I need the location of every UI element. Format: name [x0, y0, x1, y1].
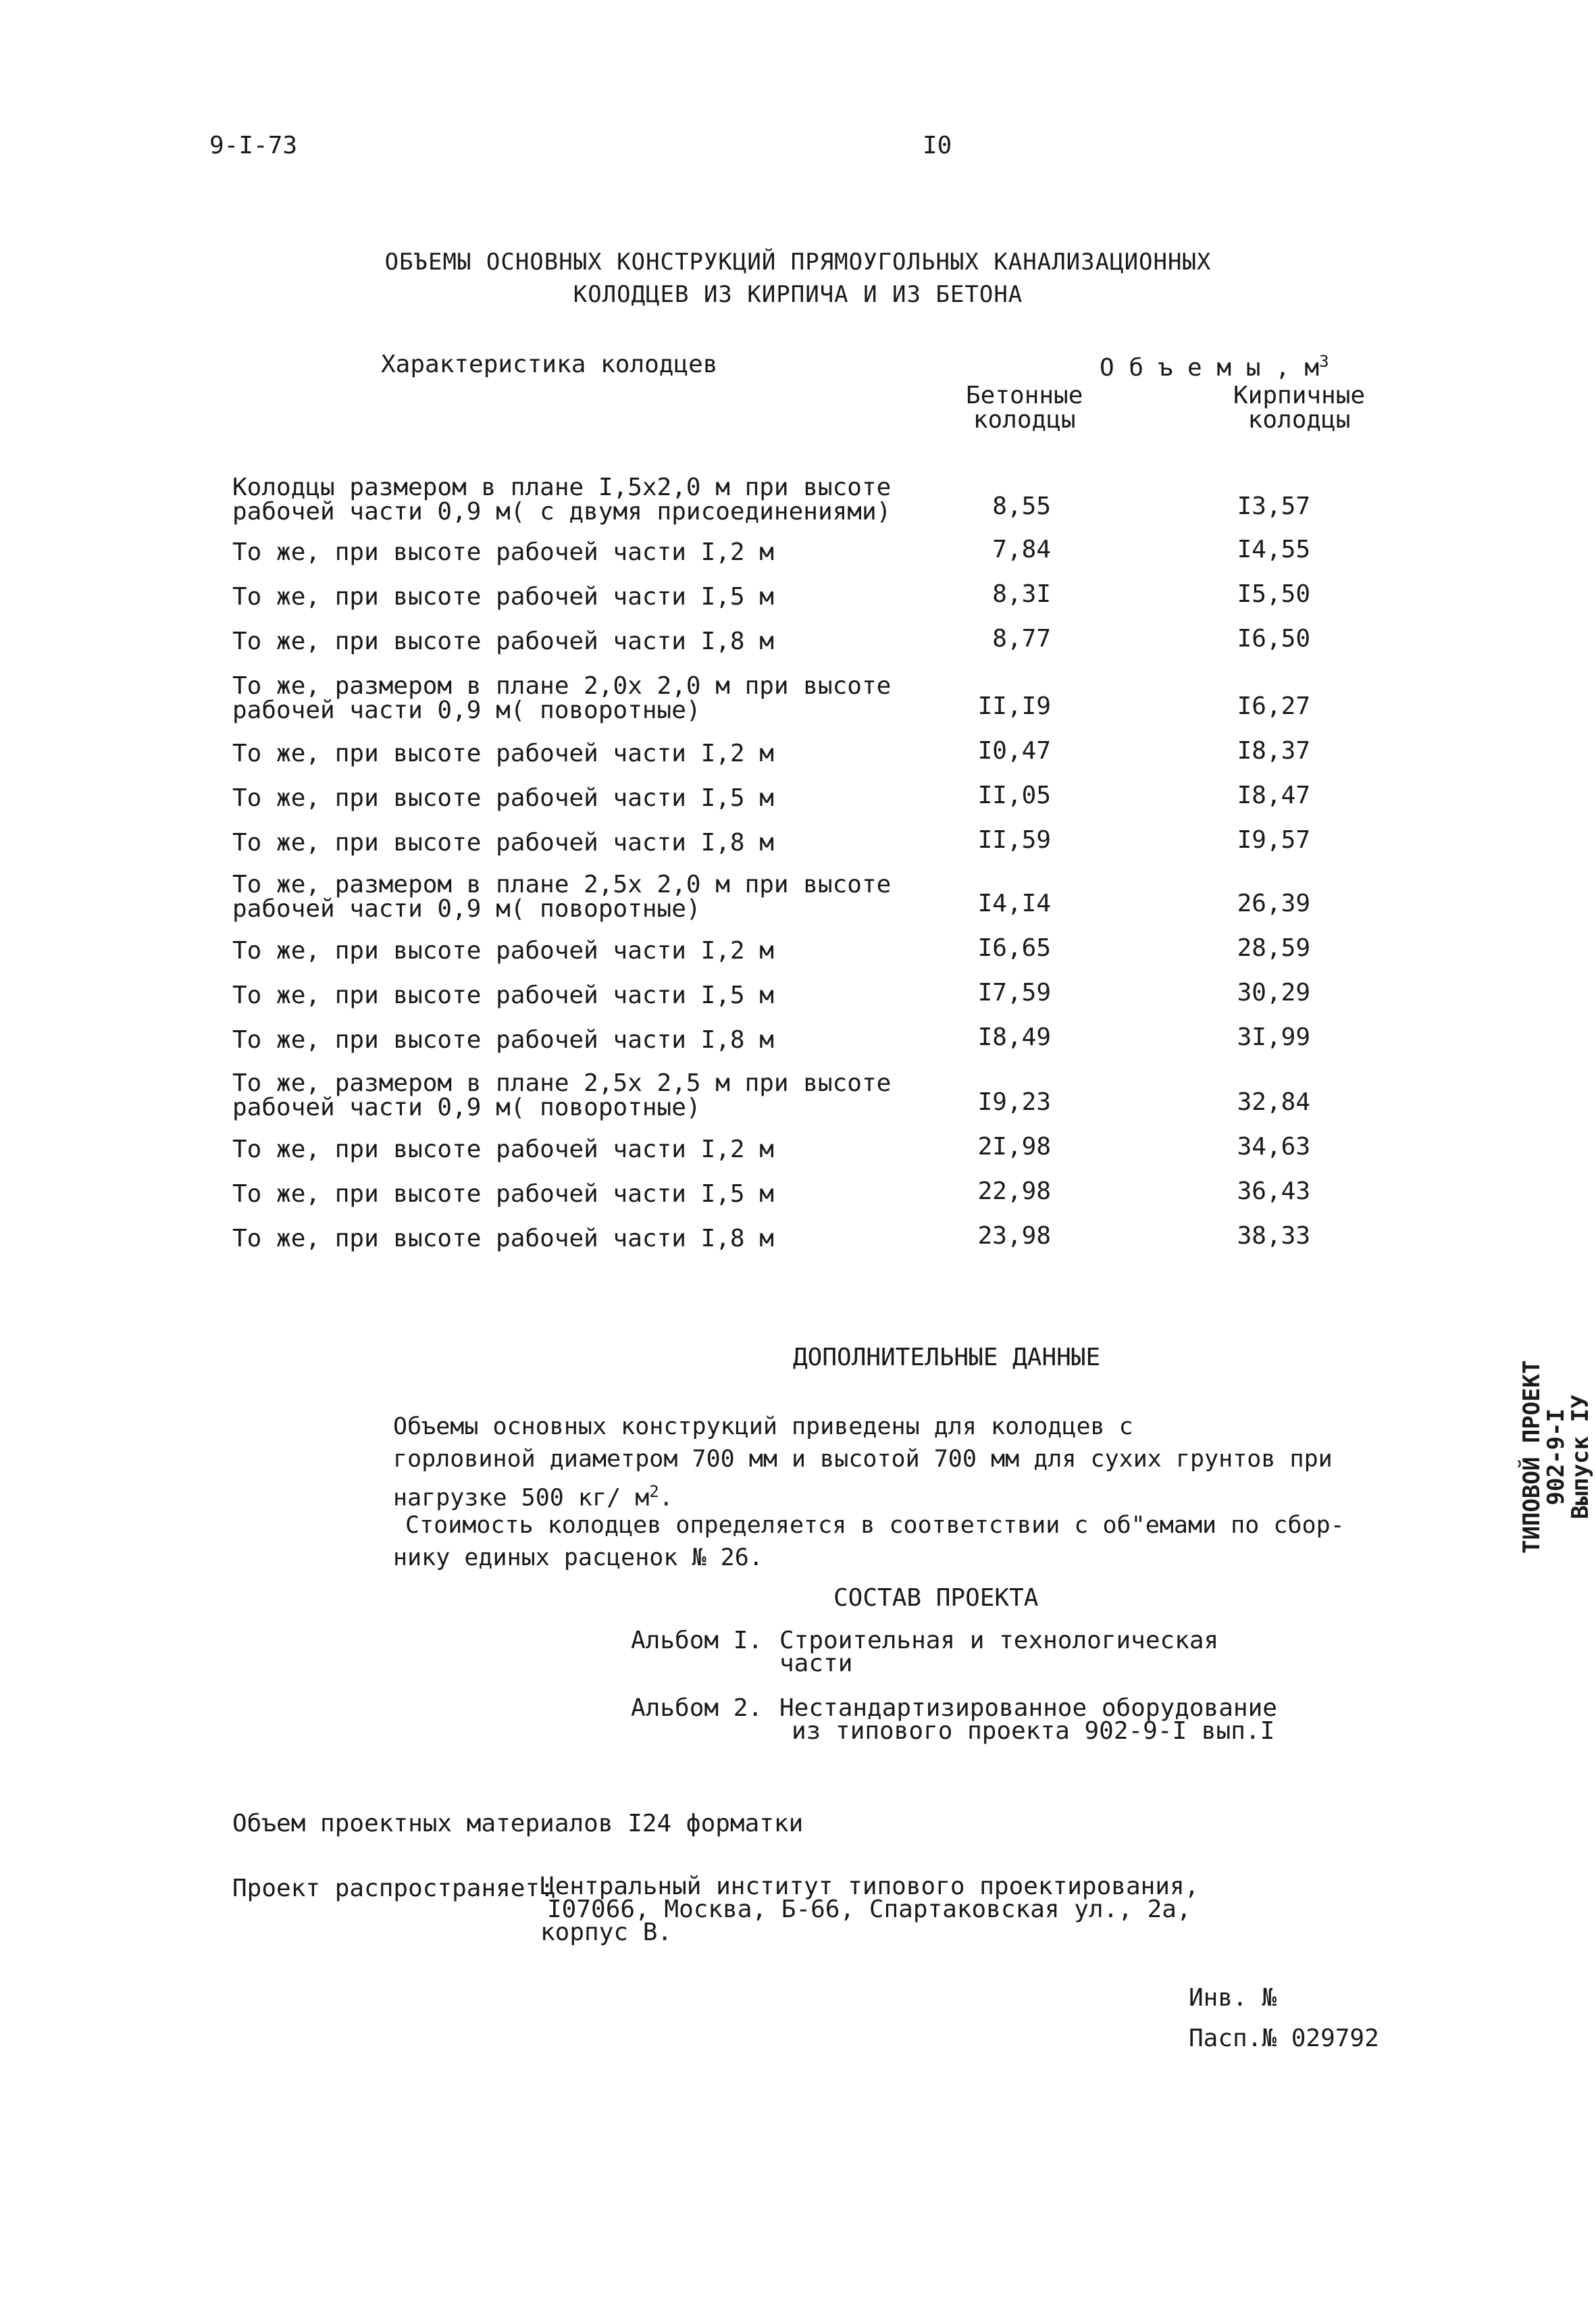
table-row-1-label: Колодцы размером в плане I,5x2,0 м при высоте рабочей части 0,9 м( с двумя присоединениями) [232, 474, 892, 526]
table-row-4-label: То же, при высоте рабочей части I,8 м [232, 628, 774, 655]
page-title-line-2: КОЛОДЦЕВ ИЗ КИРПИЧА И ИЗ БЕТОНА [573, 281, 1023, 308]
table-row-10-concrete: I6,65 [977, 934, 1051, 962]
project-volume-line: Объем проектных материалов I24 форматки [232, 1810, 804, 1837]
table-row-15-concrete: 22,98 [977, 1177, 1051, 1205]
table-row-5-brick: I6,27 [1237, 692, 1310, 720]
table-header-characteristics: Характеристика колодцев [381, 351, 718, 378]
table-row-11-label: То же, при высоте рабочей части I,5 м [232, 982, 774, 1009]
album-2-text: Нестандартизированное оборудование из типового проекта 902-9-I вып.I [779, 1694, 1277, 1745]
table-row-1-brick: I3,57 [1237, 492, 1310, 520]
table-row-9-concrete: I4,I4 [977, 890, 1051, 917]
table-row-7-concrete: II,05 [977, 782, 1051, 809]
table-row-2-label: То же, при высоте рабочей части I,2 м [232, 538, 774, 566]
album-1-name: Альбом I. [631, 1627, 763, 1654]
table-row-2-concrete: 7,84 [992, 536, 1051, 563]
table-row-3-label: То же, при высоте рабочей части I,5 м [232, 583, 774, 611]
distributor-label: Проект распространяет: [232, 1875, 555, 1902]
table-row-7-label: То же, при высоте рабочей части I,5 м [232, 784, 774, 812]
table-row-14-concrete: 2I,98 [977, 1133, 1051, 1161]
table-row-3-concrete: 8,3I [992, 580, 1051, 608]
table-row-2-brick: I4,55 [1237, 536, 1310, 563]
distributor-address: Центральный институт типового проектирования, I07066, Москва, Б-66, Спартаковская ул., 2а, корпус В. [540, 1873, 1200, 1946]
table-row-1-concrete: 8,55 [992, 492, 1051, 520]
table-row-9-label: То же, размером в плане 2,5x 2,0 м при высоте рабочей части 0,9 м( поворотные) [232, 871, 892, 923]
table-row-4-brick: I6,50 [1237, 625, 1310, 653]
table-row-12-label: То же, при высоте рабочей части I,8 м [232, 1026, 774, 1054]
additional-paragraph-1: Объемы основных конструкций приведены для колодцев с горловиной диаметром 700 мм и высотой 700 мм для сухих грунтов при нагрузке 500 кг/ $м^2$. [393, 1413, 1333, 1512]
table-row-3-brick: I5,50 [1237, 580, 1310, 608]
inventory-number-label: Инв. № [1189, 1984, 1277, 2012]
table-col-brick-header: Кирпичные колодцы [1233, 382, 1366, 434]
table-row-11-brick: 30,29 [1237, 979, 1310, 1007]
album-2-name: Альбом 2. [631, 1694, 763, 1722]
table-row-5-concrete: II,I9 [977, 692, 1051, 720]
composition-heading: СОСТАВ ПРОЕКТА [833, 1584, 1039, 1612]
page-number: I0 [923, 132, 952, 159]
table-row-13-brick: 32,84 [1237, 1088, 1310, 1116]
table-row-7-brick: I8,47 [1237, 782, 1310, 809]
table-row-4-concrete: 8,77 [992, 625, 1051, 653]
document-code: 9-I-73 [209, 132, 298, 159]
table-row-8-brick: I9,57 [1237, 826, 1310, 854]
table-row-8-concrete: II,59 [977, 826, 1051, 854]
table-row-13-label: То же, размером в плане 2,5x 2,5 м при высоте рабочей части 0,9 м( поворотные) [232, 1069, 892, 1121]
passport-number: Пасп.№ 029792 [1189, 2025, 1379, 2052]
table-row-11-concrete: I7,59 [977, 979, 1051, 1007]
page-title-line-1: ОБЪЕМЫ ОСНОВНЫХ КОНСТРУКЦИЙ ПРЯМОУГОЛЬНЫХ КАНАЛИЗАЦИОННЫХ [384, 249, 1212, 276]
table-col-concrete-header: Бетонные колодцы [966, 382, 1083, 434]
table-row-16-brick: 38,33 [1237, 1222, 1310, 1250]
table-row-15-label: То же, при высоте рабочей части I,5 м [232, 1180, 774, 1208]
table-row-15-brick: 36,43 [1237, 1177, 1310, 1205]
table-row-13-concrete: I9,23 [977, 1088, 1051, 1116]
additional-paragraph-2: Стоимость колодцев определяется в соответствии с об"емами по сбор- нику единых расценок № 26. [393, 1512, 1345, 1571]
table-row-9-brick: 26,39 [1237, 890, 1310, 917]
table-row-16-concrete: 23,98 [977, 1222, 1051, 1250]
additional-heading: ДОПОЛНИТЕЛЬНЫЕ ДАННЫЕ [793, 1344, 1101, 1371]
table-row-12-brick: 3I,99 [1237, 1023, 1310, 1051]
table-row-10-label: То же, при высоте рабочей части I,2 м [232, 937, 774, 965]
table-header-volumes: О б ъ е м ы , $м^3$ [1100, 352, 1329, 382]
table-row-6-brick: I8,37 [1237, 737, 1310, 765]
table-row-8-label: То же, при высоте рабочей части I,8 м [232, 829, 774, 857]
album-1-text: Строительная и технологическая части [779, 1627, 1219, 1677]
table-row-6-label: То же, при высоте рабочей части I,2 м [232, 740, 774, 767]
table-row-10-brick: 28,59 [1237, 934, 1310, 962]
table-row-14-label: То же, при высоте рабочей части I,2 м [232, 1136, 774, 1163]
side-stamp: ТИПОВОЙ ПРОЕКТ 902-9-I Выпуск IУ [1518, 1360, 1594, 1554]
table-row-12-concrete: I8,49 [977, 1023, 1051, 1051]
table-row-6-concrete: I0,47 [977, 737, 1051, 765]
table-row-14-brick: 34,63 [1237, 1133, 1310, 1161]
table-row-16-label: То же, при высоте рабочей части I,8 м [232, 1225, 774, 1252]
table-row-5-label: То же, размером в плане 2,0x 2,0 м при высоте рабочей части 0,9 м( поворотные) [232, 672, 892, 724]
